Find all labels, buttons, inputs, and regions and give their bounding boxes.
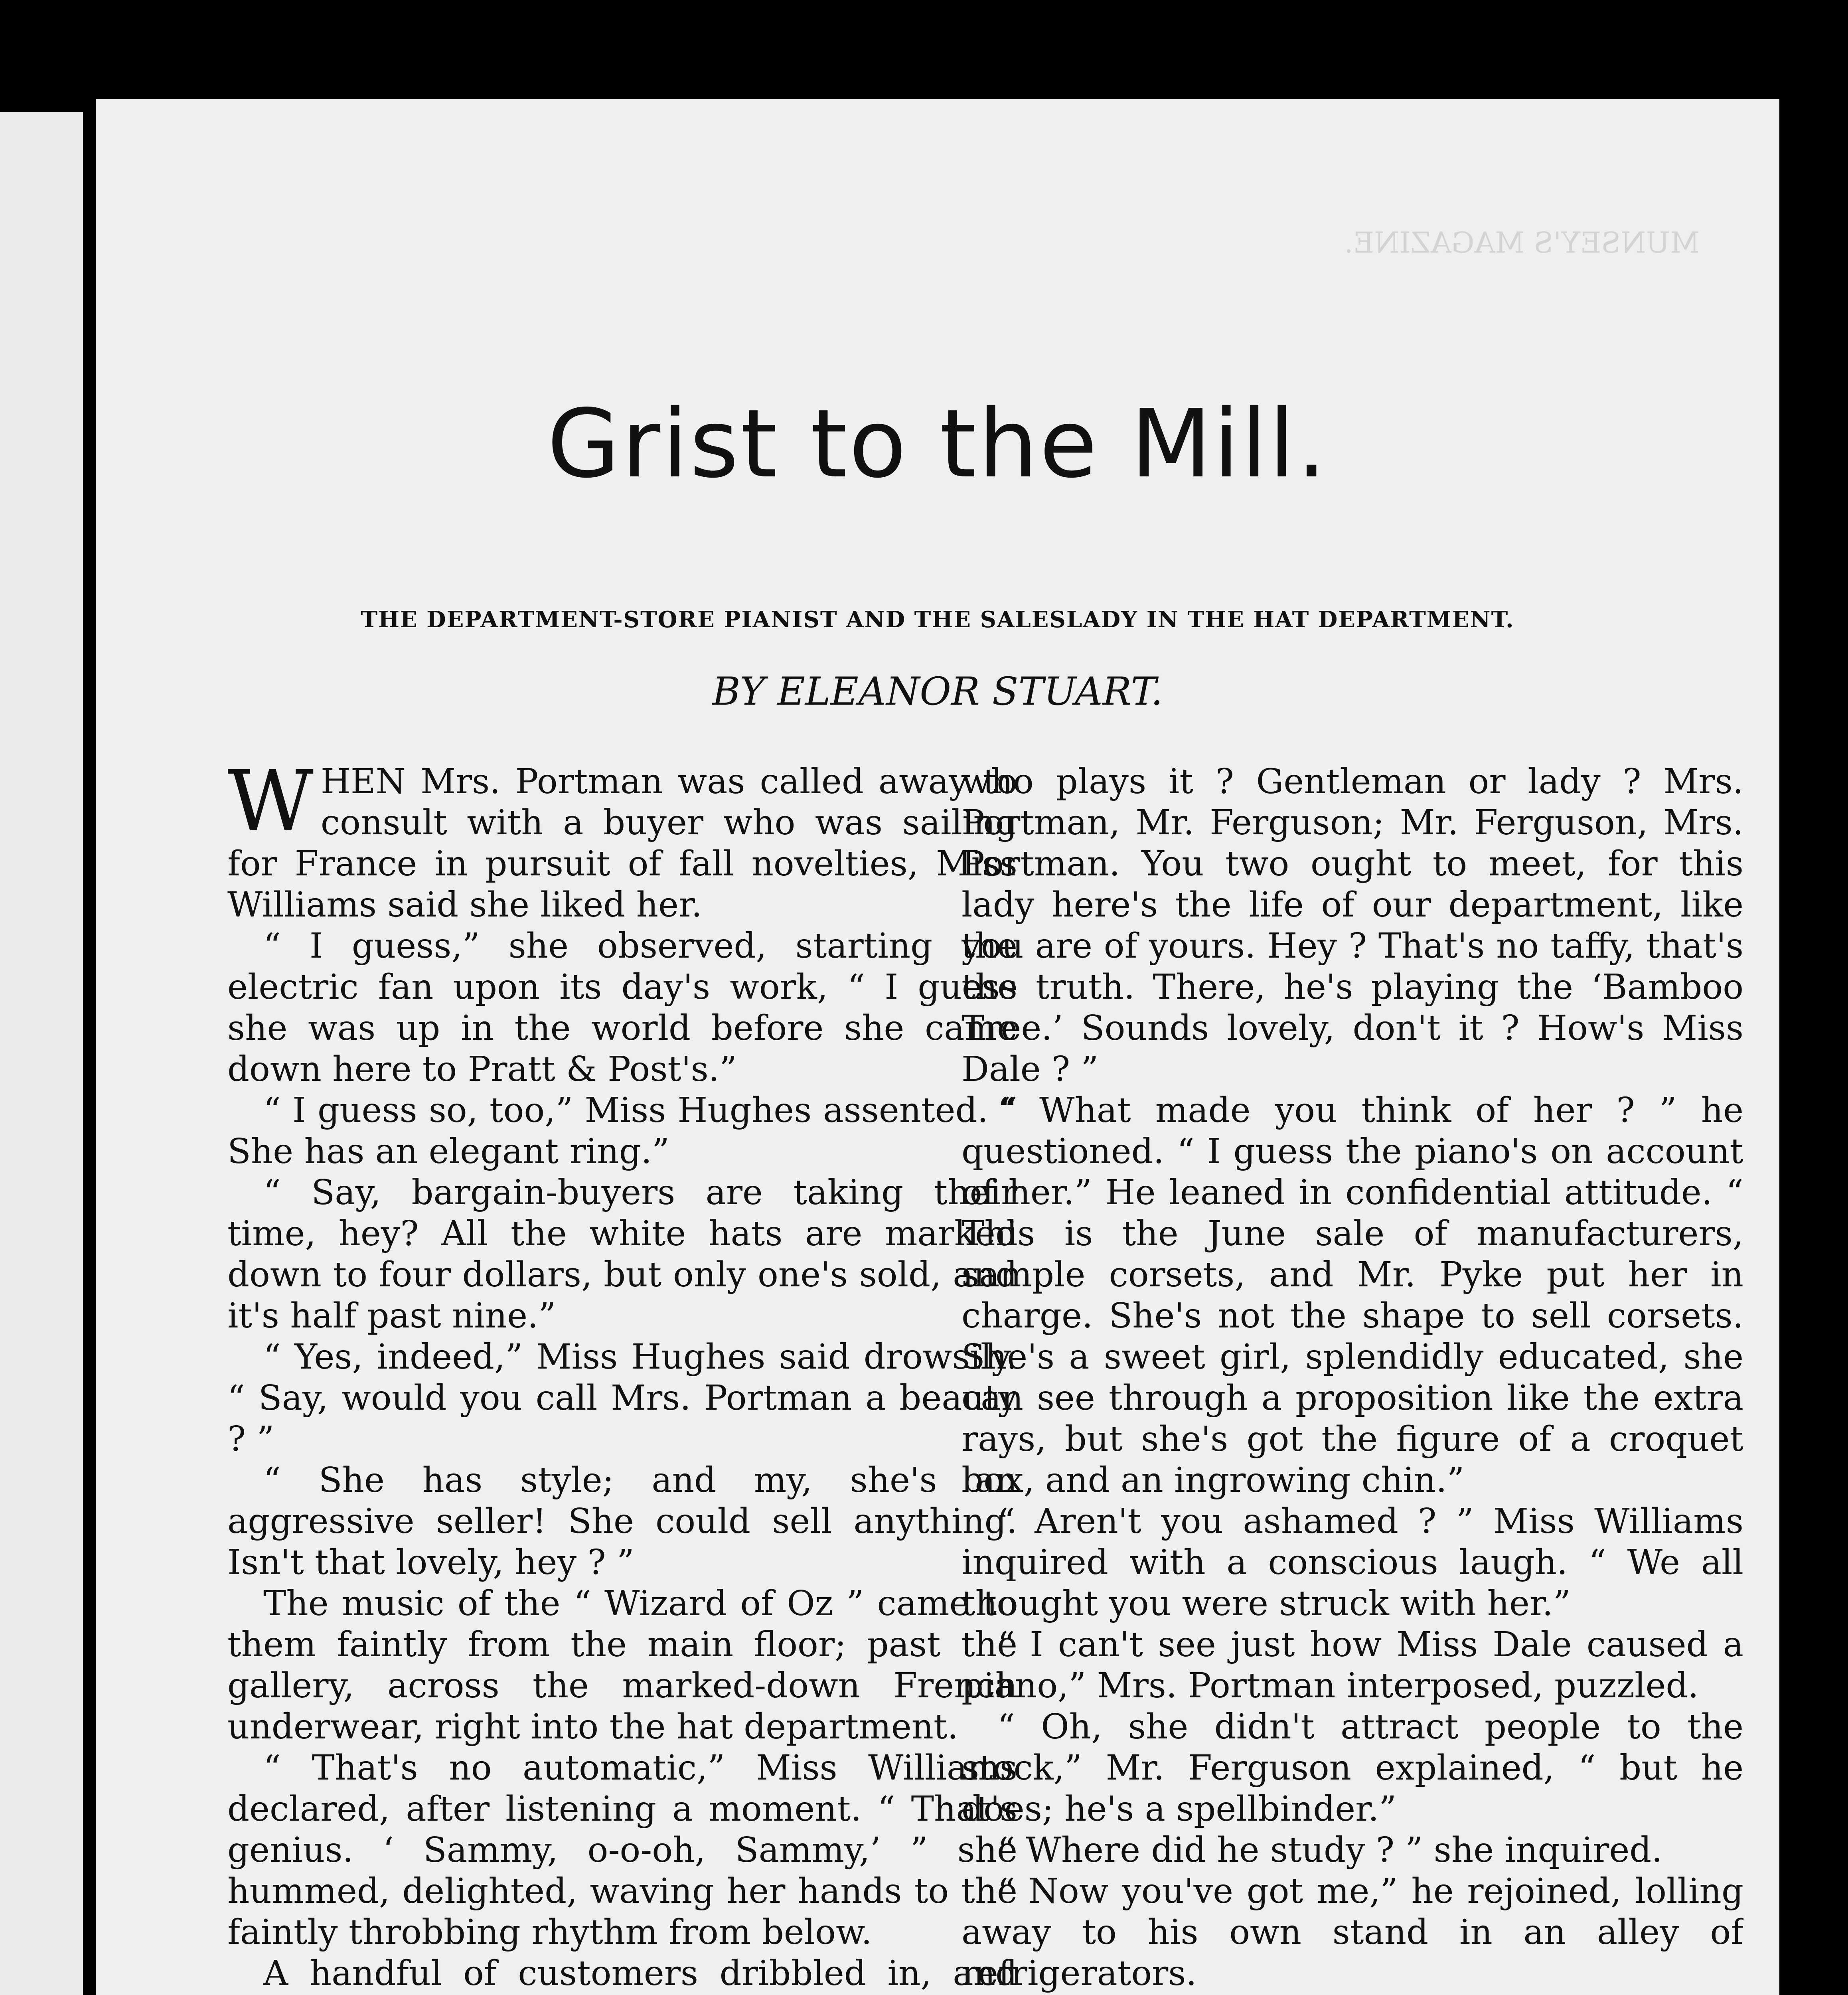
paragraph: “ Oh, she didn't attract people to the stock,” Mr. Ferguson explained, “ but he does; he's a spellbinder.” <box>962 1707 1743 1829</box>
bleed-through-header: MUNSEY'S MAGAZINE. <box>1344 226 1700 259</box>
right-text-column <box>962 761 1743 1995</box>
paragraph: WHEN Mrs. Portman was called away to consult with a buyer who was sailing for France in pursuit of fall novelties, Miss Williams said she liked her. <box>227 761 1017 925</box>
paragraph: “ I can't see just how Miss Dale caused a piano,” Mrs. Portman interposed, puzzled. <box>962 1625 1743 1706</box>
paragraph: The music of the “ Wizard of Oz ” came to them faintly from the main floor; past the gallery, across the marked-down French underwear, right into the hat department. <box>227 1584 1017 1747</box>
paragraph: who plays it ? Gentleman or lady ? Mrs. Portman, Mr. Ferguson; Mr. Ferguson, Mrs. Portman. You two ought to meet, for this lady here's the life of our department, like you are of yours. Hey ? That's no taffy, that's the truth. There, he's playing the ‘Bamboo Tree.’ Sounds lovely, don't it ? How's Miss Dale ? ” <box>962 762 1743 1089</box>
paragraph: “ What made you think of her ? ” he questioned. “ I guess the piano's on account of her.” He leaned in confidential attitude. “ This is the June sale of manufacturers, sample corsets, and Mr. Pyke put her in charge. She's not the shape to sell corsets. She's a sweet girl, splendidly educated, she can see through a proposition like the extra rays, but she's got the figure of a croquet box, and an ingrowing chin.” <box>962 1090 1743 1500</box>
paragraph: “ She has style; and my, she's an aggressive seller! She could sell anything. Isn't that lovely, hey ? ” <box>227 1460 1017 1582</box>
paragraph: “ Aren't you ashamed ? ” Miss Williams inquired with a conscious laugh. “ We all thought you were struck with her.” <box>962 1501 1743 1624</box>
paragraph: “ Now you've got me,” he rejoined, lolling away to his own stand in an alley of refrigerators. <box>962 1871 1743 1993</box>
paragraph: “ I guess,” she observed, starting the electric fan upon its day's work, “ I guess she was up in the world before she came down here to Pratt & Post's.” <box>227 926 1017 1089</box>
paragraph: A handful of customers dribbled in, and <box>263 1954 1017 1993</box>
book-spine <box>83 108 95 1995</box>
story-byline: BY ELEANOR STUART. <box>712 669 1163 714</box>
story-title: Grist to the Mill. <box>547 389 1328 499</box>
paragraph: “ Where did he study ? ” she inquired. <box>997 1830 1662 1870</box>
paragraph: “ Yes, indeed,” Miss Hughes said drowsily. “ Say, would you call Mrs. Portman a beauty ? ” <box>227 1337 1017 1459</box>
left-text-column <box>227 761 1017 1995</box>
left-page-edge <box>0 112 86 1995</box>
paragraph: “ Say, bargain-buyers are taking their time, hey? All the white hats are marked down to four dollars, but only one's sold, and it's half past nine.” <box>227 1173 1017 1336</box>
paragraph: “ I guess so, too,” Miss Hughes assented. “ She has an elegant ring.” <box>227 1090 1017 1171</box>
drop-cap: W <box>227 761 314 850</box>
magazine-page <box>96 99 1779 1995</box>
story-subtitle: THE DEPARTMENT-STORE PIANIST AND THE SALESLADY IN THE HAT DEPARTMENT. <box>361 606 1514 633</box>
paragraph: “ That's no automatic,” Miss Williams declared, after listening a moment. “ That's genius. ‘ Sammy, o-o-oh, Sammy,’ ” she hummed, delighted, waving her hands to the faintly throbbing rhythm from below. <box>227 1748 1017 1952</box>
